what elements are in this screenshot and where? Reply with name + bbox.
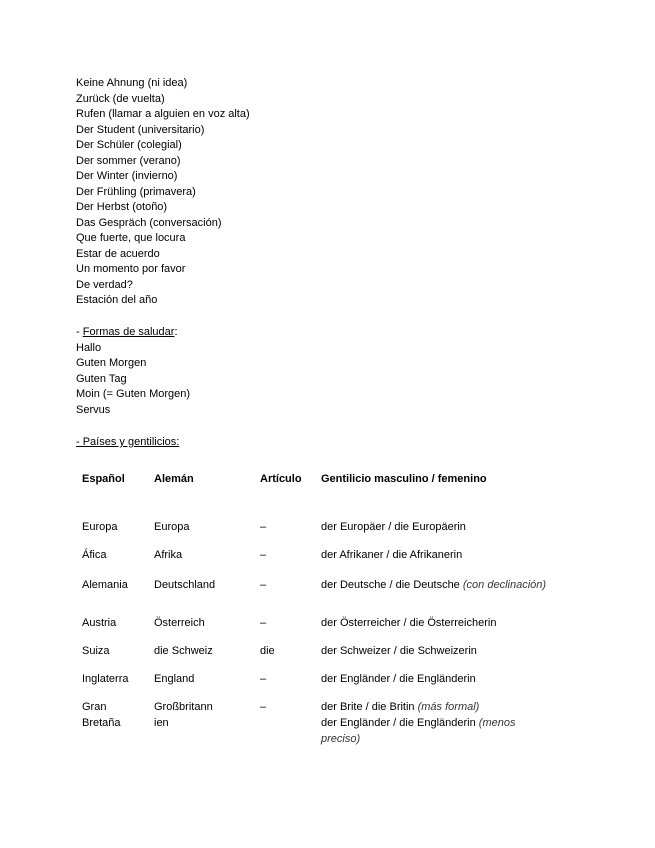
- vocab-item: Der Student (universitario): [76, 123, 205, 136]
- cell-gentilicio: der Österreicher / die Österreicherin: [321, 617, 497, 629]
- cell-art: die: [260, 645, 275, 657]
- cell-gentilicio: der Schweizer / die Schweizerin: [321, 645, 477, 657]
- vocab-item: Que fuerte, que locura: [76, 232, 186, 244]
- gentilicio-text: der Deutsche / die Deutsche: [321, 579, 460, 591]
- vocab-item: Der Winter (invierno): [76, 170, 178, 182]
- header-gentilicio: Gentilicio masculino / femenino: [321, 473, 487, 485]
- cell-de-line: Großbritann: [154, 701, 213, 713]
- cell-es: Europa: [82, 521, 118, 533]
- cell-es-line: Bretaña: [82, 717, 121, 729]
- cell-es: Suiza: [82, 645, 110, 657]
- countries-table: [76, 466, 581, 747]
- vocab-item: Der Frühling (primavera): [76, 185, 196, 198]
- cell-de-line: ien: [154, 717, 169, 729]
- table-row: [76, 509, 581, 537]
- vocab-item: Der Schüler (colegial): [76, 139, 182, 151]
- cell-gentilicio: [321, 689, 581, 747]
- gentilicio-text: der Engländer / die Engländerin: [321, 717, 476, 729]
- greeting-item: Moin (= Guten Morgen): [76, 388, 191, 400]
- table-row: [76, 633, 581, 661]
- header-aleman: Alemán: [154, 473, 194, 485]
- greeting-item: Guten Morgen: [76, 357, 147, 369]
- greetings-prefix: -: [76, 326, 83, 338]
- vocab-item: Keine Ahnung (ni idea): [76, 77, 188, 89]
- cell-de: [154, 689, 260, 747]
- cell-es: [76, 689, 154, 747]
- cell-de: die Schweiz: [154, 645, 213, 657]
- cell-de: Europa: [154, 521, 190, 533]
- greetings-heading: [76, 325, 190, 341]
- cell-de: Österreich: [154, 617, 205, 629]
- cell-de: England: [154, 673, 195, 685]
- table-header-row: [76, 466, 581, 509]
- cell-gentilicio: der Afrikaner / die Afrikanerin: [321, 549, 463, 561]
- table-row: [76, 605, 581, 633]
- vocab-item: Zurück (de vuelta): [76, 92, 165, 105]
- table-row: [76, 689, 581, 747]
- gentilicio-text: der Brite / die Britin: [321, 701, 415, 713]
- cell-es: Inglaterra: [82, 673, 129, 685]
- gentilicio-note: preciso): [321, 733, 361, 745]
- cell-es: Alemania: [82, 579, 128, 591]
- gentilicio-line: [321, 699, 581, 715]
- vocab-item: De verdad?: [76, 278, 133, 291]
- cell-art: –: [260, 579, 267, 591]
- table-row: [76, 661, 581, 689]
- greeting-item: Hallo: [76, 341, 102, 354]
- table-row: [76, 565, 581, 605]
- vocab-item: Estación del año: [76, 294, 158, 306]
- greetings-section: [76, 325, 190, 418]
- greetings-title: Formas de saludar: [82, 326, 175, 338]
- cell-de: Deutschland: [154, 579, 216, 591]
- cell-art: –: [260, 673, 267, 685]
- cell-art: –: [260, 549, 267, 561]
- cell-art: –: [260, 701, 267, 713]
- cell-es-line: Gran: [82, 701, 107, 713]
- cell-de: Afrika: [154, 549, 183, 561]
- gentilicio-note: (menos: [478, 717, 516, 729]
- cell-gentilicio: [321, 565, 581, 605]
- vocab-item: Un momento por favor: [76, 263, 186, 275]
- cell-gentilicio: der Engländer / die Engländerin: [321, 673, 476, 685]
- cell-art: –: [260, 617, 267, 629]
- header-espanol: Español: [82, 473, 125, 485]
- cell-es: Áfica: [82, 549, 107, 561]
- cell-art: –: [260, 521, 267, 533]
- greeting-item: Servus: [76, 403, 111, 416]
- cell-gentilicio: der Europäer / die Europäerin: [321, 521, 466, 533]
- vocab-item: Der sommer (verano): [76, 154, 181, 167]
- cell-es: Austria: [82, 617, 117, 629]
- gentilicio-note: (con declinación): [462, 579, 547, 591]
- greeting-item: Guten Tag: [76, 372, 127, 385]
- greetings-colon: :: [174, 326, 178, 338]
- countries-heading: - Países y gentilicios:: [76, 436, 180, 448]
- vocab-item: Das Gespräch (conversación): [76, 216, 222, 229]
- gentilicio-line: [321, 715, 581, 731]
- vocab-item: Der Herbst (otoño): [76, 201, 168, 213]
- vocab-item: Estar de acuerdo: [76, 247, 160, 260]
- vocab-item: Rufen (llamar a alguien en voz alta): [76, 108, 250, 120]
- header-articulo: Artículo: [260, 473, 302, 485]
- vocab-list: [76, 76, 250, 309]
- gentilicio-note: (más formal): [417, 701, 480, 713]
- table-row: [76, 537, 581, 565]
